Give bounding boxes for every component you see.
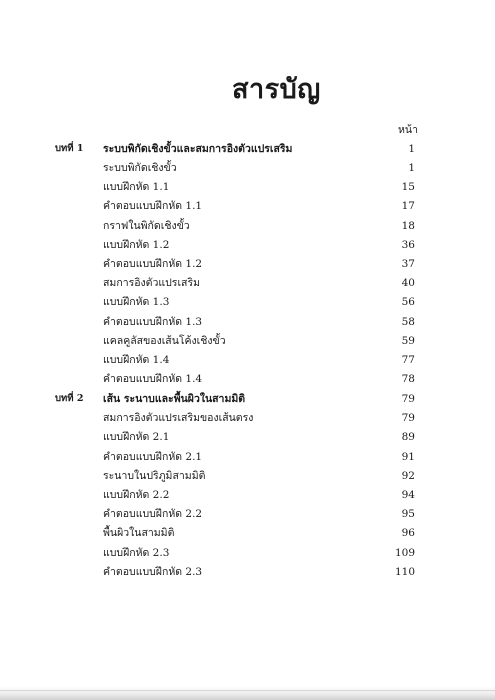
toc-entry-title: พื้นผิวในสามมิติ bbox=[103, 527, 175, 540]
toc-entry-page-number: 78 bbox=[401, 373, 415, 386]
toc-entry-title: คำตอบแบบฝึกหัด 2.2 bbox=[103, 508, 203, 521]
toc-entry-row bbox=[0, 467, 495, 486]
toc-entry-title: ระนาบในปริภูมิสามมิติ bbox=[103, 469, 206, 482]
toc-entry-page-number: 94 bbox=[401, 489, 415, 501]
toc-entry-row bbox=[0, 293, 495, 312]
toc-entry-row bbox=[0, 236, 495, 255]
toc-entry-page-number: 110 bbox=[394, 565, 415, 578]
toc-entry-row bbox=[0, 428, 495, 447]
toc-entry-row bbox=[0, 563, 495, 582]
toc-entry-row bbox=[0, 505, 495, 524]
toc-entry-page-number: 36 bbox=[401, 238, 415, 251]
toc-entry-title: คำตอบแบบฝึกหัด 1.1 bbox=[103, 200, 203, 213]
toc-entry-page-number: 77 bbox=[401, 353, 415, 366]
chapter-label: บทที่ 2 bbox=[55, 393, 84, 405]
toc-entry-row bbox=[0, 351, 495, 370]
chapter-page-number: 1 bbox=[408, 143, 415, 155]
toc-entry-page-number: 79 bbox=[401, 412, 415, 425]
toc-entry-title: แบบฝึกหัด 1.3 bbox=[103, 296, 170, 309]
toc-entry-page-number: 89 bbox=[401, 431, 415, 444]
toc-entry-title: สมการอิงตัวแปรเสริมของเส้นตรง bbox=[103, 412, 254, 425]
toc-entry-page-number: 59 bbox=[401, 334, 415, 347]
toc-entry-row bbox=[0, 274, 495, 293]
toc-entry-row bbox=[0, 178, 495, 197]
toc-entry-page-number: 92 bbox=[401, 469, 415, 482]
toc-entry-title: แบบฝึกหัด 2.3 bbox=[103, 546, 170, 559]
toc-entry-title: แคลคูลัสของเส้นโค้งเชิงขั้ว bbox=[103, 334, 226, 347]
chapter-heading-row bbox=[0, 389, 495, 409]
toc-entry-page-number: 40 bbox=[401, 277, 415, 290]
chapter-title: ระบบพิกัดเชิงขั้วและสมการอิงตัวแปรเสริม bbox=[103, 143, 293, 155]
toc-entry-title: สมการอิงตัวแปรเสริม bbox=[103, 277, 201, 290]
toc-entry-row bbox=[0, 486, 495, 505]
toc-entry-row bbox=[0, 332, 495, 351]
chapter-label: บทที่ 1 bbox=[55, 143, 84, 154]
toc-entry-page-number: 17 bbox=[401, 200, 415, 213]
toc-entry-page-number: 1 bbox=[408, 162, 415, 174]
toc-entry-row bbox=[0, 313, 495, 332]
toc-entry-title: แบบฝึกหัด 1.2 bbox=[103, 238, 170, 251]
toc-entry-page-number: 91 bbox=[401, 450, 415, 463]
toc-entry-title: กราฟในพิกัดเชิงขั้ว bbox=[103, 219, 190, 232]
scan-edge-shadow bbox=[0, 686, 495, 700]
toc-entry-row bbox=[0, 524, 495, 543]
toc-entry-page-number: 15 bbox=[401, 181, 415, 194]
toc-entry-title: คำตอบแบบฝึกหัด 1.4 bbox=[103, 373, 203, 386]
toc-entry-title: คำตอบแบบฝึกหัด 1.2 bbox=[103, 257, 203, 270]
chapter-title: เส้น ระนาบและพื้นผิวในสามมิติ bbox=[103, 393, 246, 406]
toc-entry-page-number: 109 bbox=[394, 546, 415, 559]
toc-entry-row bbox=[0, 370, 495, 389]
toc-entry-title: แบบฝึกหัด 1.1 bbox=[103, 181, 170, 194]
toc-entry-page-number: 37 bbox=[401, 257, 415, 270]
toc-entry-title: คำตอบแบบฝึกหัด 2.1 bbox=[103, 450, 203, 463]
toc-entry-row bbox=[0, 255, 495, 274]
page-number-column-header: หน้า bbox=[398, 124, 418, 136]
toc-entry-row bbox=[0, 544, 495, 563]
toc-entry-title: แบบฝึกหัด 2.1 bbox=[103, 431, 170, 444]
toc-entry-page-number: 18 bbox=[401, 219, 415, 232]
toc-entry-title: ระบบพิกัดเชิงขั้ว bbox=[103, 162, 177, 174]
toc-entry-title: คำตอบแบบฝึกหัด 1.3 bbox=[103, 315, 203, 328]
chapter-heading-row bbox=[0, 139, 495, 159]
toc-entry-page-number: 58 bbox=[401, 315, 415, 328]
table-of-contents bbox=[0, 139, 495, 582]
toc-entry-title: แบบฝึกหัด 1.4 bbox=[103, 353, 170, 366]
toc-entry-row bbox=[0, 197, 495, 216]
toc-entry-row bbox=[0, 448, 495, 467]
toc-entry-page-number: 56 bbox=[401, 296, 415, 309]
toc-entry-page-number: 96 bbox=[401, 527, 415, 540]
toc-entry-title: คำตอบแบบฝึกหัด 2.3 bbox=[103, 565, 203, 578]
chapter-page-number: 79 bbox=[401, 393, 415, 406]
toc-entry-row bbox=[0, 409, 495, 428]
page-title: สารบัญ bbox=[232, 74, 321, 105]
toc-entry-page-number: 95 bbox=[401, 508, 415, 521]
toc-entry-row bbox=[0, 217, 495, 236]
toc-entry-row bbox=[0, 159, 495, 178]
toc-entry-title: แบบฝึกหัด 2.2 bbox=[103, 489, 170, 501]
